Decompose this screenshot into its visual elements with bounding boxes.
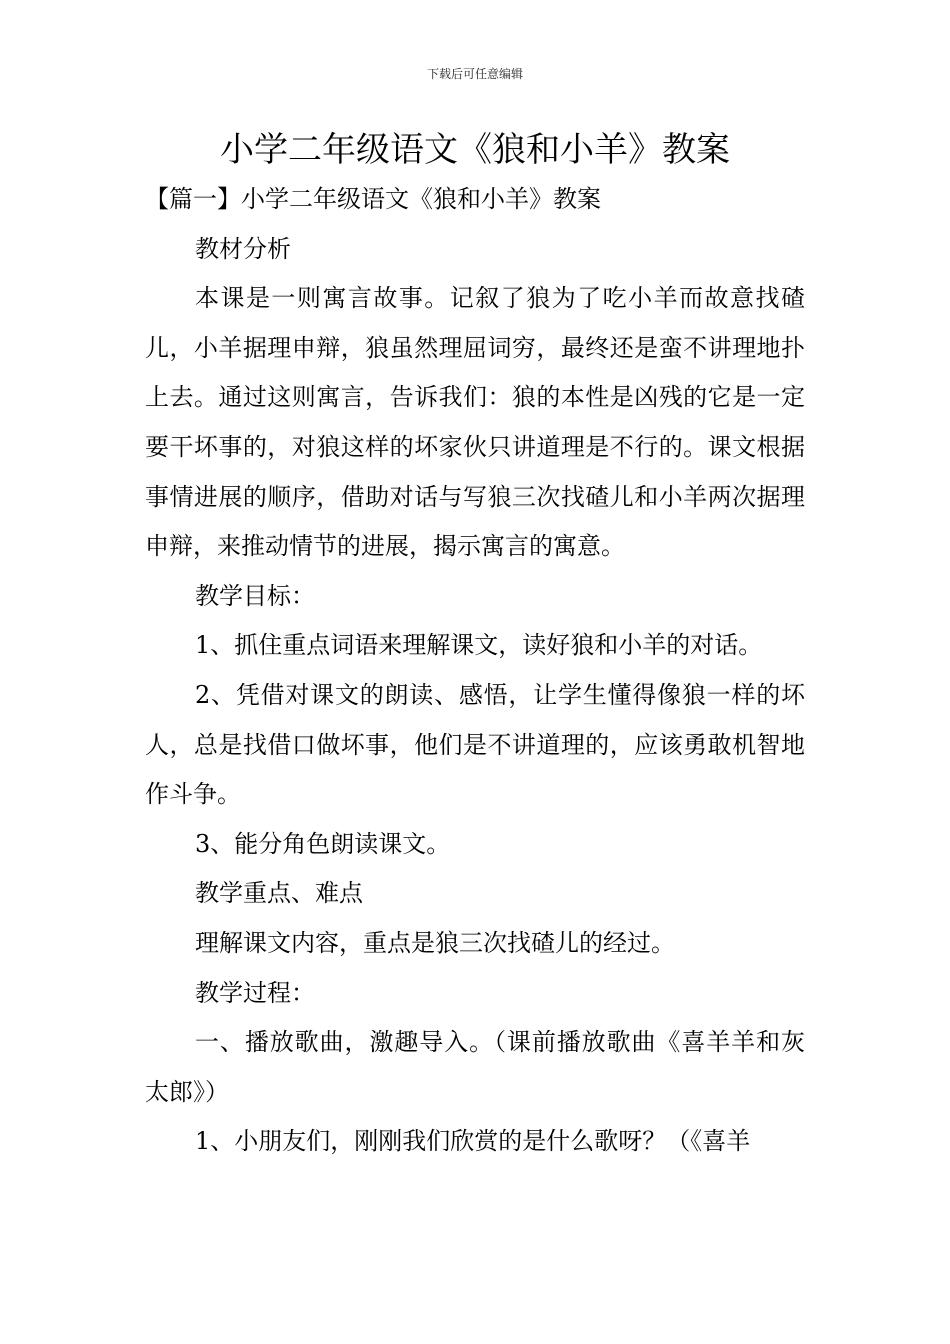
document-body <box>145 175 805 1167</box>
paragraph-process-step-1: 一、播放歌曲，激趣导入。（课前播放歌曲《喜羊羊和灰太郎》） <box>145 1028 805 1106</box>
paragraph-heading-material-analysis: 教材分析 <box>195 234 291 263</box>
section-heading: 【篇一】小学二年级语文《狼和小羊》教案 <box>145 185 601 213</box>
paragraph-goal-1: 1、抓住重点词语来理解课文，读好狼和小羊的对话。 <box>195 631 763 660</box>
paragraph-heading-key-points: 教学重点、难点 <box>195 879 363 908</box>
paragraph-material-analysis: 本课是一则寓言故事。记叙了狼为了吃小羊而故意找碴儿，小羊据理申辩，狼虽然理屈词穷，最终还是蛮不讲理地扑上去。通过这则寓言，告诉我们：狼的本性是凶残的它是一定要干坏事的，对狼这样的坏家伙只讲道理是不行的。课文根据事情进展的顺序，借助对话与写狼三次找碴儿和小羊两次据理申辩，来推动情节的进展，揭示寓言的寓意。 <box>145 284 805 561</box>
paragraph-heading-teaching-goals: 教学目标： <box>195 581 315 610</box>
paragraph-goal-3: 3、能分角色朗读课文。 <box>195 829 451 858</box>
paragraph-process-question-1: 1、小朋友们，刚刚我们欣赏的是什么歌呀？（《喜羊 <box>195 1127 751 1156</box>
paragraph-key-points: 理解课文内容，重点是狼三次找碴儿的经过。 <box>195 928 675 957</box>
document-title: 小学二年级语文《狼和小羊》教案 <box>220 130 730 170</box>
paragraph-goal-2: 2、凭借对课文的朗读、感悟，让学生懂得像狼一样的坏人，总是找借口做坏事，他们是不讲道理的，应该勇敢机智地作斗争。 <box>145 680 805 809</box>
header-note: 下载后可任意编辑 <box>426 67 523 81</box>
paragraph-heading-process: 教学过程： <box>195 978 315 1007</box>
